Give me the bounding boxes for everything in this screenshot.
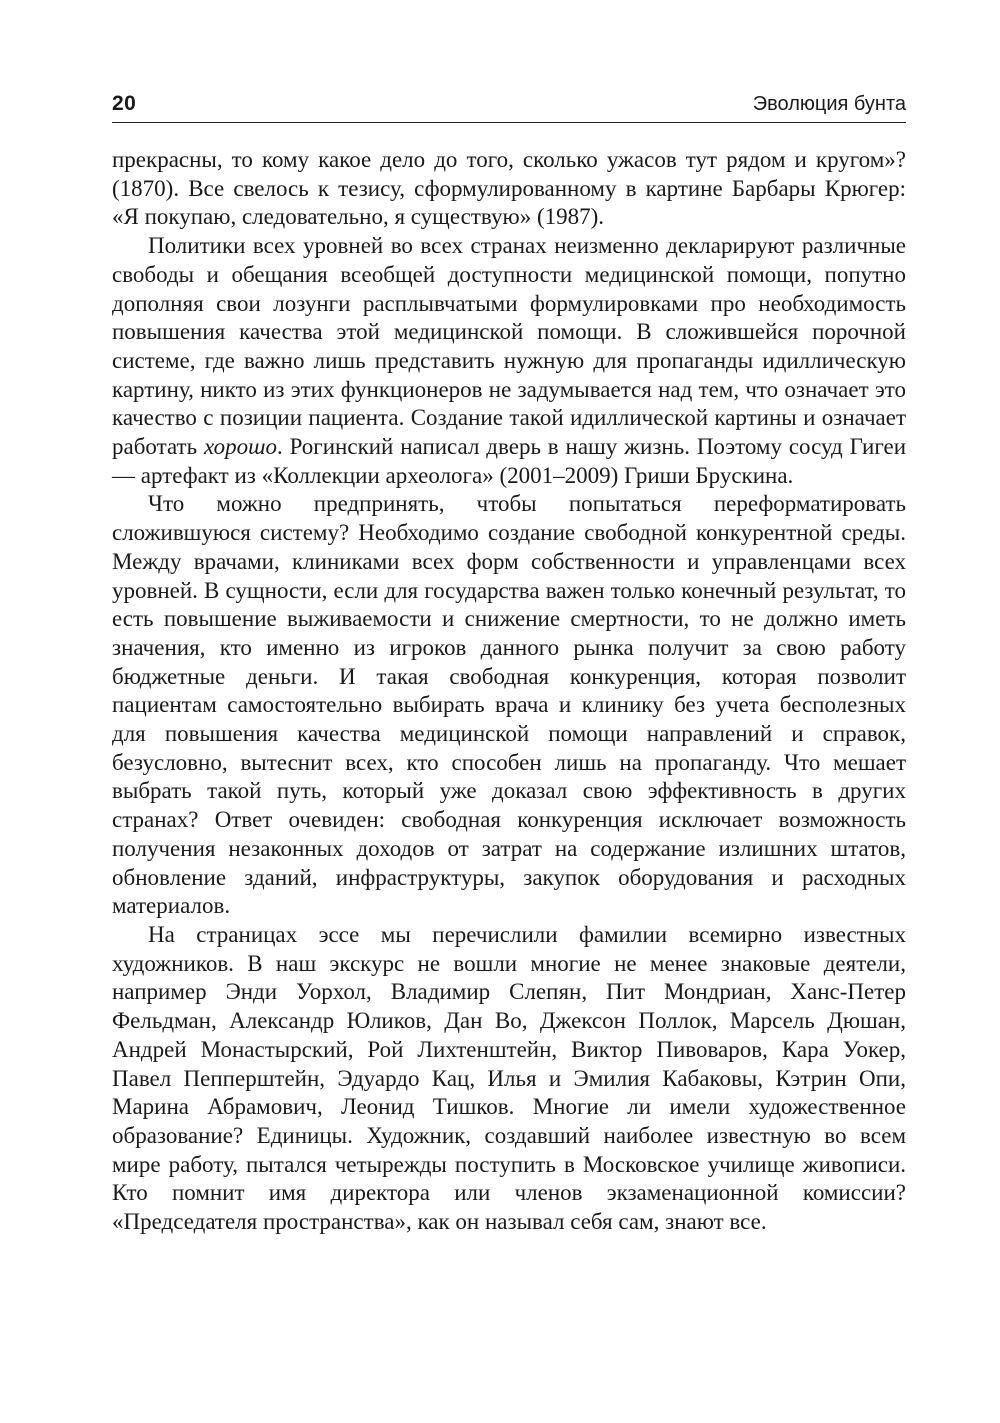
paragraph-3: Что можно предпринять, чтобы попытаться переформатировать сложившуюся систему? Необходимо создание свободной конкурентной среды. Между врачами, клиниками всех форм собственности и управленцами всех уровней. В сущности, если для государства важен только конечный результат, то есть повышение выживаемости и снижение смертности, то не должно иметь значения, кто именно из игроков данного рынка получит за свою работу бюджетные деньги. И такая свободная конкуренция, которая позволит пациентам самостоятельно выбирать врача и клинику без учета бесполезных для повышения качества медицинской помощи направлений и справок, безусловно, вытеснит всех, кто способен лишь на пропаганду. Что мешает выбрать такой путь, который уже доказал свою эффективность в других странах? Ответ очевиден: свободная конкуренция исключает возможность получения незаконных доходов от затрат на содержание излишних штатов, обновление зданий, инфраструктуры, закупок оборудования и расходных материалов. (112, 491, 906, 919)
page-header (112, 88, 906, 123)
paragraph-2-text-b: . Рогинский написал дверь в нашу жизнь. Поэтому сосуд Гигеи — артефакт из «Коллекции археолога» (2001–2009) Гриши Брускина. (112, 434, 907, 488)
paragraph-4: На страницах эссе мы перечислили фамилии всемирно известных художников. В наш экскурс не вошли многие не менее знаковые деятели, например Энди Уорхол, Владимир Слепян, Пит Мондриан, Ханс-Петер Фельдман, Александр Юликов, Дан Во, Джексон Поллок, Марсель Дюшан, Андрей Монастырский, Рой Лихтенштейн, Виктор Пивоваров, Кара Уокер, Павел Пепперштейн, Эдуардо Кац, Илья и Эмилия Кабаковы, Кэтрин Опи, Марина Абрамович, Леонид Тишков. Многие ли имели художественное образование? Единицы. Художник, создавший наиболее известную во всем мире работу, пытался четырежды поступить в Московское училище живописи. Кто помнит имя директора или членов экзаменационной комиссии? «Председателя пространства», как он называл себя сам, знают все. (112, 921, 906, 1235)
page-number: 20 (112, 92, 137, 115)
paragraph-1: прекрасны, то кому какое дело до того, сколько ужасов тут рядом и кругом»? (1870). Все свелось к тезису, сформулированному в картине Барбары Крюгер: «Я покупаю, следовательно, я существую» (1987). (112, 147, 906, 230)
paragraph-2 (112, 232, 906, 490)
paragraph-2-text-a: Политики всех уровней во всех странах неизменно декларируют различные свободы и обещания всеобщей доступности медицинской помощи, попутно дополняя свои лозунги расплывчатыми формулировками про необходимость повышения качества этой медицинской помощи. В сложившейся порочной системе, где важно лишь представить нужную для пропаганды идиллическую картину, никто из этих функционеров не задумывается над тем, что означает это качество с позиции пациента. Создание такой идиллической картины и означает работать (112, 233, 906, 460)
running-title: Эволюция бунта (752, 93, 906, 115)
italic-word: хорошо (203, 434, 277, 460)
body-text (112, 146, 906, 1237)
